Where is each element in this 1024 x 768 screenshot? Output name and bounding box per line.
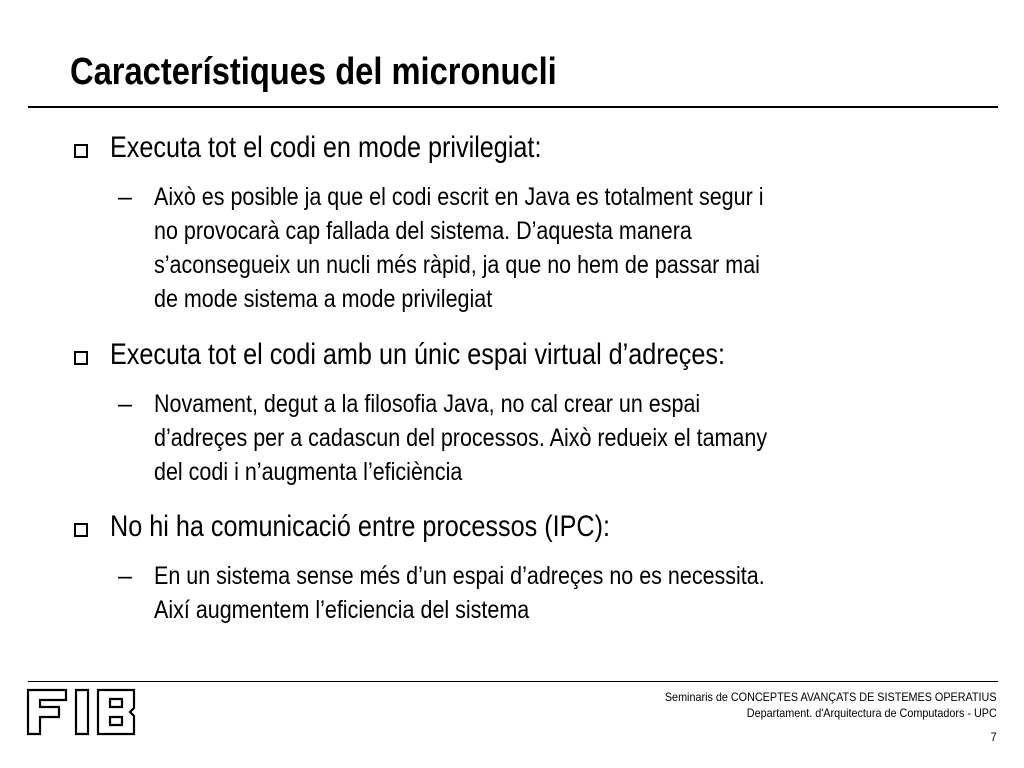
sub-bullet-line: d’adreçes per a cadascun del processos. Això redueix el tamany: [154, 424, 768, 452]
bullet-text: Executa tot el codi en mode privilegiat:: [110, 131, 542, 164]
square-bullet-icon: [74, 351, 88, 365]
sub-bullet-line: s’aconsegueix un nucli més ràpid, ja que no hem de passar mai: [154, 251, 760, 279]
slide-title: Característiques del micronucli: [70, 51, 557, 93]
page-number: 7: [990, 730, 997, 744]
bullet-text: Executa tot el codi amb un únic espai virtual d’adreçes:: [110, 338, 725, 371]
dash-bullet: –: [118, 183, 132, 211]
sub-bullet-line: Novament, degut a la filosofia Java, no cal crear un espai: [154, 390, 701, 418]
square-bullet-icon: [74, 144, 88, 158]
sub-bullet-line: no provocarà cap fallada del sistema. D’aquesta manera: [154, 217, 692, 245]
sub-bullet-line: En un sistema sense més d’un espai d’adreçes no es necessita.: [154, 562, 765, 590]
title-divider: [28, 106, 998, 108]
dash-bullet: –: [118, 390, 132, 418]
sub-bullet-line: Així augmentem l’eficiencia del sistema: [154, 596, 530, 624]
sub-bullet-line: del codi i n’augmenta l’eficiència: [154, 458, 463, 486]
sub-bullet-line: Això es posible ja que el codi escrit en Java es totalment segur i: [154, 183, 764, 211]
sub-bullet-line: de mode sistema a mode privilegiat: [154, 285, 493, 313]
footer-course: Seminaris de CONCEPTES AVANÇATS DE SISTEMES OPERATIUS: [665, 690, 997, 704]
footer-divider: [28, 681, 998, 682]
footer-department: Departament. d'Arquitectura de Computadors - UPC: [747, 706, 997, 720]
square-bullet-icon: [74, 523, 88, 537]
dash-bullet: –: [118, 562, 132, 590]
bullet-text: No hi ha comunicació entre processos (IPC):: [110, 510, 611, 543]
fib-logo: [26, 688, 140, 741]
